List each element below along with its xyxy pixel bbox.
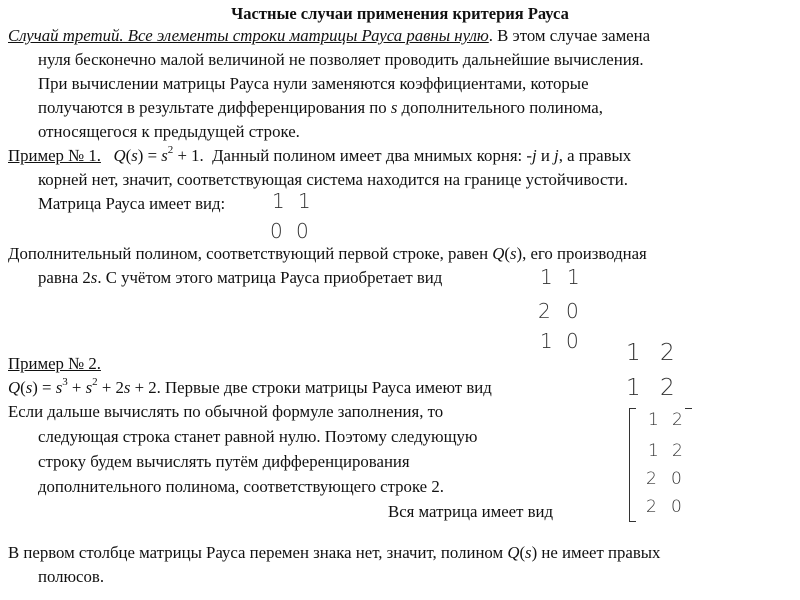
conclusion-line-2: полюсов. <box>38 567 105 586</box>
example1-label: Пример № 1. <box>8 146 101 165</box>
matrix4-bracket-tick <box>685 408 692 409</box>
full-matrix-label: Вся матрица имеет вид <box>388 502 554 521</box>
example1-line-3: Матрица Рауса имеет вид: <box>38 194 226 213</box>
additional-s: s <box>509 244 517 263</box>
matrix4-cell: 2 <box>672 410 683 430</box>
case3-rest: . В этом случае замена <box>488 26 651 45</box>
matrix2-cell: 0 <box>566 299 579 323</box>
conclusion-s: s <box>525 543 532 562</box>
matrix4-cell: 0 <box>671 497 682 517</box>
example1-j1: j <box>532 146 537 165</box>
conclusion-line-1a: В первом столбце матрицы Рауса перемен знака нет, значит, полином <box>8 543 504 562</box>
conclusion-line-1b: ) не имеет правых <box>531 543 661 562</box>
example2-label <box>8 354 101 374</box>
example1-eq-mid: ) = <box>137 146 162 165</box>
matrix4-cell: 1 <box>648 441 659 461</box>
matrix4-cell: 2 <box>646 497 657 517</box>
example2-exp3: 3 <box>62 376 68 389</box>
matrix4-cell: 1 <box>648 410 659 430</box>
example2-s3: s <box>55 378 63 397</box>
matrix2-cell: 0 <box>566 329 579 353</box>
case3-lead: Случай третий. Все элементы строки матрицы Рауса равны нулю <box>8 26 489 45</box>
example1-q: Q <box>113 146 126 165</box>
example2-cont-4: дополнительного полинома, соответствующего строке 2. <box>38 477 444 496</box>
matrix2-cell: 1 <box>540 329 553 353</box>
case3-line-4 <box>38 98 603 118</box>
matrix2-cell: 1 <box>540 265 553 289</box>
example2-cont-2: следующая строка станет равной нулю. Поэтому следующую <box>38 427 478 446</box>
example2-cont-3: строку будем вычислять путём дифференцирования <box>38 452 410 471</box>
matrix1-cell: 0 <box>296 219 309 243</box>
example2-cont-1: Если дальше вычислять по обычной формуле заполнения, то <box>8 402 444 421</box>
matrix3-cell: 1 <box>626 375 641 401</box>
case3-var-s: s <box>390 98 398 117</box>
additional-line-1b: ), его производная <box>516 244 647 263</box>
example2-s: s <box>25 378 33 397</box>
matrix4-cell: 0 <box>671 469 682 489</box>
example2-eq: ) = <box>32 378 56 397</box>
case3-line-4a: получаются в результате дифференцирования по <box>38 98 387 117</box>
matrix3-cell: 1 <box>626 340 641 366</box>
example1-s2: s <box>161 146 168 165</box>
example1-j2: j <box>554 146 559 165</box>
additional-line-2a: равна 2 <box>38 268 91 287</box>
example2-exp2: 2 <box>92 376 98 389</box>
example2-poly-b: + 2. Первые две строки матрицы Рауса имеют вид <box>130 378 492 397</box>
example1-s: s <box>131 146 138 165</box>
case3-line-3: При вычислении матрицы Рауса нули заменяются коэффициентами, которые <box>38 74 589 93</box>
additional-line-1a: Дополнительный полином, соответствующий первой строке, равен <box>8 244 489 263</box>
matrix2-cell: 1 <box>567 265 580 289</box>
example1-text-c: , а правых <box>558 146 632 165</box>
example2-label-text: Пример № 2. <box>8 354 101 373</box>
matrix4-cell: 2 <box>646 469 657 489</box>
example1-text-b: и <box>536 146 555 165</box>
case3-line-1 <box>8 26 650 46</box>
additional-line-2b: . С учётом этого матрица Рауса приобретает вид <box>97 268 443 287</box>
example1-exp: 2 <box>167 144 174 157</box>
example2-s1: s <box>123 378 131 397</box>
example2-line-1: $Q(s) = s^3 + s^2 + 2s + 2$. Первые две строки матрицы Рауса имеют вид <box>8 376 492 397</box>
case3-line-2: нуля бесконечно малой величиной не позволяет проводить дальнейшие вычисления. <box>38 50 644 69</box>
conclusion-q: Q <box>507 543 520 562</box>
matrix2-cell: 2 <box>538 299 551 323</box>
example1-line-1: Пример № 1. $Q(s) = s^2 + 1$. Данный полином имеет два мнимых корня: -j и j, а правых <box>8 144 632 165</box>
example2-q: Q <box>8 378 21 397</box>
conclusion-line-1: В первом столбце матрицы Рауса перемен знака нет, значит, полином Q(s) не имеет правых <box>8 543 661 562</box>
matrix1-cell: 1 <box>298 189 311 213</box>
example1-eq-tail: + 1. <box>173 146 204 165</box>
additional-s2: s <box>90 268 98 287</box>
example1-text-a: Данный полином имеет два мнимых корня: - <box>212 146 532 165</box>
additional-line-1: Дополнительный полином, соответствующий первой строке, равен Q(s), его производная <box>8 244 647 263</box>
case3-line-4b: дополнительного полинома, <box>401 98 603 117</box>
additional-line-2 <box>38 268 442 288</box>
matrix1-cell: 0 <box>270 219 283 243</box>
additional-q: Q <box>492 244 505 263</box>
example2-poly-a: 2 <box>115 378 124 397</box>
matrix1-cell: 1 <box>272 189 285 213</box>
matrix3-cell: 2 <box>660 375 675 401</box>
matrix3-cell: 2 <box>660 340 675 366</box>
case3-line-5: относящегося к предыдущей строке. <box>38 122 300 141</box>
example2-s2: s <box>85 378 93 397</box>
page-title: Частные случаи применения критерия Рауса <box>231 4 569 23</box>
example1-line-2: корней нет, значит, соответствующая система находится на границе устойчивости. <box>38 170 628 189</box>
matrix4-bracket <box>629 408 636 522</box>
matrix4-cell: 2 <box>672 441 683 461</box>
